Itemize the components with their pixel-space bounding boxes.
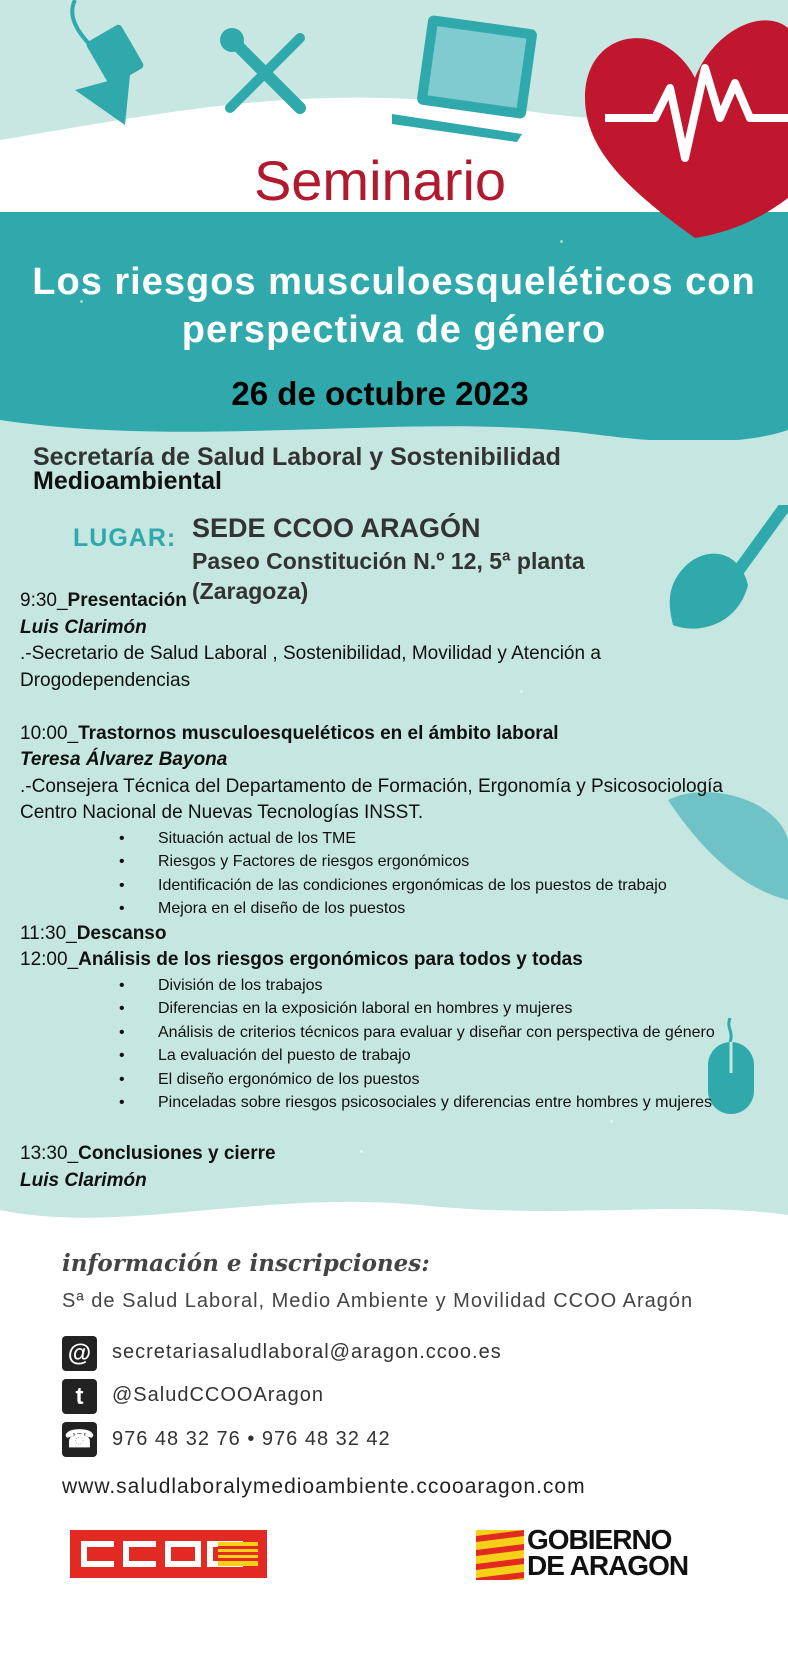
- organizer: [33, 445, 673, 493]
- list-item: • Mejora en el diseño de los puestos: [20, 897, 780, 921]
- session-2: [20, 721, 780, 748]
- list-item: • El diseño ergonómico de los puestos: [20, 1068, 780, 1092]
- website-link[interactable]: www.saludlaboralymedioambiente.ccooaragon.com: [62, 1475, 586, 1498]
- title-line-1: Los riesgos musculoesqueléticos con: [32, 261, 756, 303]
- session-time: 9:30_: [20, 590, 68, 611]
- seminar-title: [0, 258, 788, 354]
- list-item: • Situación actual de los TME: [20, 827, 780, 851]
- venue-label: LUGAR:: [73, 524, 177, 552]
- list-item: • Riesgos y Factores de riesgos ergonómicos: [20, 850, 780, 874]
- list-item: • Identificación de las condiciones ergonómicas de los puestos de trabajo: [20, 874, 780, 898]
- laptop-icon: [392, 14, 542, 144]
- session-1: [20, 588, 780, 615]
- venue-street: Paseo Constitución N.º 12, 5ª planta: [192, 548, 585, 574]
- list-item: • División de los trabajos: [20, 974, 780, 998]
- session-time: 10:00_: [20, 722, 79, 744]
- gobierno-line-1: GOBIERNO: [527, 1524, 672, 1555]
- tools-icon: [220, 28, 310, 118]
- contact-phones: 976 48 32 76 • 976 48 32 42: [112, 1428, 391, 1450]
- phone-icon: ☎: [62, 1422, 97, 1457]
- speaker-role: .-Secretario de Salud Laboral , Sostenibilidad, Movilidad y Atención a Drogodependencias: [20, 643, 601, 691]
- organizer-line-1: Secretaría de Salud Laboral y Sostenibilidad: [33, 443, 561, 471]
- contact-twitter[interactable]: @SaludCCOOAragon: [112, 1384, 324, 1406]
- info-organization: Sª de Salud Laboral, Medio Ambiente y Movilidad CCOO Aragón: [62, 1290, 694, 1312]
- session-3: [20, 921, 780, 948]
- session-5: [20, 1141, 780, 1168]
- footer-wave: [0, 1185, 788, 1255]
- contact-email[interactable]: secretariasaludlaboral@aragon.ccoo.es: [112, 1341, 502, 1363]
- gobierno-aragon-logo: [527, 1524, 689, 1581]
- session-4: [20, 947, 780, 974]
- at-icon: @: [62, 1336, 97, 1371]
- session-2-topics: [20, 827, 780, 921]
- venue-name: SEDE CCOO ARAGÓN: [192, 513, 481, 543]
- session-time: 13:30_: [20, 1143, 79, 1164]
- session-title: Presentación: [67, 590, 187, 611]
- session-title: Análisis de los riesgos ergonómicos para todos y todas: [78, 949, 583, 970]
- seminar-label: Seminario: [253, 149, 507, 212]
- session-time: 12:00_: [20, 949, 79, 970]
- info-heading: información e inscripciones:: [62, 1250, 430, 1277]
- twitter-icon: t: [62, 1379, 97, 1414]
- speaker-name: Luis Clarimón: [20, 616, 147, 638]
- ccoo-logo: [70, 1530, 267, 1578]
- spray-bottle-icon: [55, 0, 165, 130]
- speaker-name: Teresa Álvarez Bayona: [20, 749, 228, 770]
- speaker-role-2: Centro Nacional de Nuevas Tecnologías INSST.: [20, 802, 424, 823]
- ccoo-logo-mark: [70, 1530, 267, 1578]
- list-item: • La evaluación del puesto de trabajo: [20, 1044, 780, 1068]
- organizer-line-2: Medioambiental: [33, 467, 222, 495]
- program: [20, 588, 780, 1194]
- session-title: Trastornos musculoesqueléticos en el ámbito laboral: [78, 722, 559, 744]
- aragon-flag-logo: [476, 1530, 524, 1580]
- session-4-topics: [20, 974, 780, 1115]
- session-title: Conclusiones y cierre: [78, 1143, 276, 1164]
- speaker-role: .-Consejera Técnica del Departamento de Formación, Ergonomía y Psicosociología: [20, 775, 723, 797]
- title-line-2: perspectiva de género: [181, 309, 607, 351]
- gobierno-line-2: DE ARAGON: [527, 1550, 689, 1581]
- venue-city: (Zaragoza): [192, 578, 309, 604]
- session-title: Descanso: [76, 922, 167, 944]
- session-time: 11:30_: [20, 922, 77, 944]
- list-item: • Diferencias en la exposición laboral en hombres y mujeres: [20, 997, 780, 1021]
- event-date: 26 de octubre 2023: [231, 375, 529, 412]
- list-item: • Pinceladas sobre riesgos psicosociales y diferencias entre hombres y mujeres: [20, 1091, 780, 1115]
- speaker-name: Luis Clarimón: [20, 1169, 147, 1191]
- list-item: • Análisis de criterios técnicos para evaluar y diseñar con perspectiva de género: [20, 1021, 780, 1045]
